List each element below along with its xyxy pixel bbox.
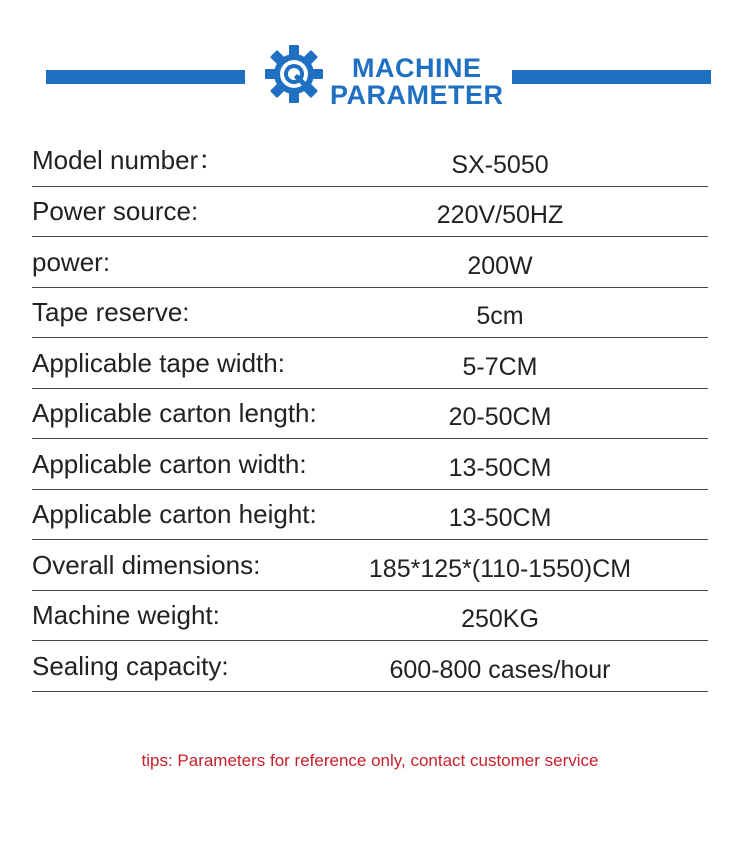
tips-note: tips: Parameters for reference only, contact customer service [141, 751, 599, 770]
param-row-power [32, 237, 708, 288]
param-value: 5-7CM [462, 352, 538, 381]
param-value: 220V/50HZ [436, 201, 564, 229]
param-row-machine-weight [32, 591, 708, 642]
param-label: Applicable carton height: [32, 499, 317, 529]
param-value: 250KG [461, 605, 539, 633]
param-row-carton-length [32, 389, 708, 440]
param-label: Tape reserve: [32, 297, 190, 327]
title-line-1: MACHINE [352, 53, 482, 83]
param-label: Applicable tape width: [32, 347, 285, 378]
param-label: Overall dimensions: [32, 549, 261, 580]
param-value: 200W [467, 251, 533, 280]
param-row-sealing-capacity [32, 641, 708, 692]
header-bar-right [512, 70, 711, 84]
header-bar-left [46, 70, 245, 84]
param-row-model-number [32, 136, 708, 187]
param-label: Sealing capacity: [32, 650, 229, 681]
param-row-overall-dimensions [32, 540, 708, 591]
param-label: Power source: [32, 196, 199, 226]
gear-wrench-icon [265, 45, 323, 103]
param-label: Model number： [32, 144, 225, 175]
title-line-2: PARAMETER [330, 80, 504, 110]
page-title [330, 55, 504, 109]
param-label: power: [32, 246, 111, 277]
param-label: Applicable carton length: [32, 398, 317, 428]
param-row-tape-width [32, 338, 708, 389]
param-value: 5cm [476, 302, 524, 330]
param-label: Machine weight: [32, 600, 220, 630]
param-row-tape-reserve [32, 288, 708, 339]
param-value: 185*125*(110-1550)CM [368, 554, 632, 583]
param-value: 13-50CM [448, 504, 552, 532]
param-value: 600-800 cases/hour [389, 655, 611, 684]
parameter-table [32, 136, 708, 692]
param-label: Applicable carton width: [32, 448, 307, 479]
param-value: 20-50CM [448, 403, 552, 431]
param-value: 13-50CM [448, 453, 552, 482]
header [0, 0, 750, 130]
param-value: SX-5050 [451, 150, 549, 179]
param-row-power-source [32, 187, 708, 238]
param-row-carton-height [32, 490, 708, 541]
param-row-carton-width [32, 439, 708, 490]
